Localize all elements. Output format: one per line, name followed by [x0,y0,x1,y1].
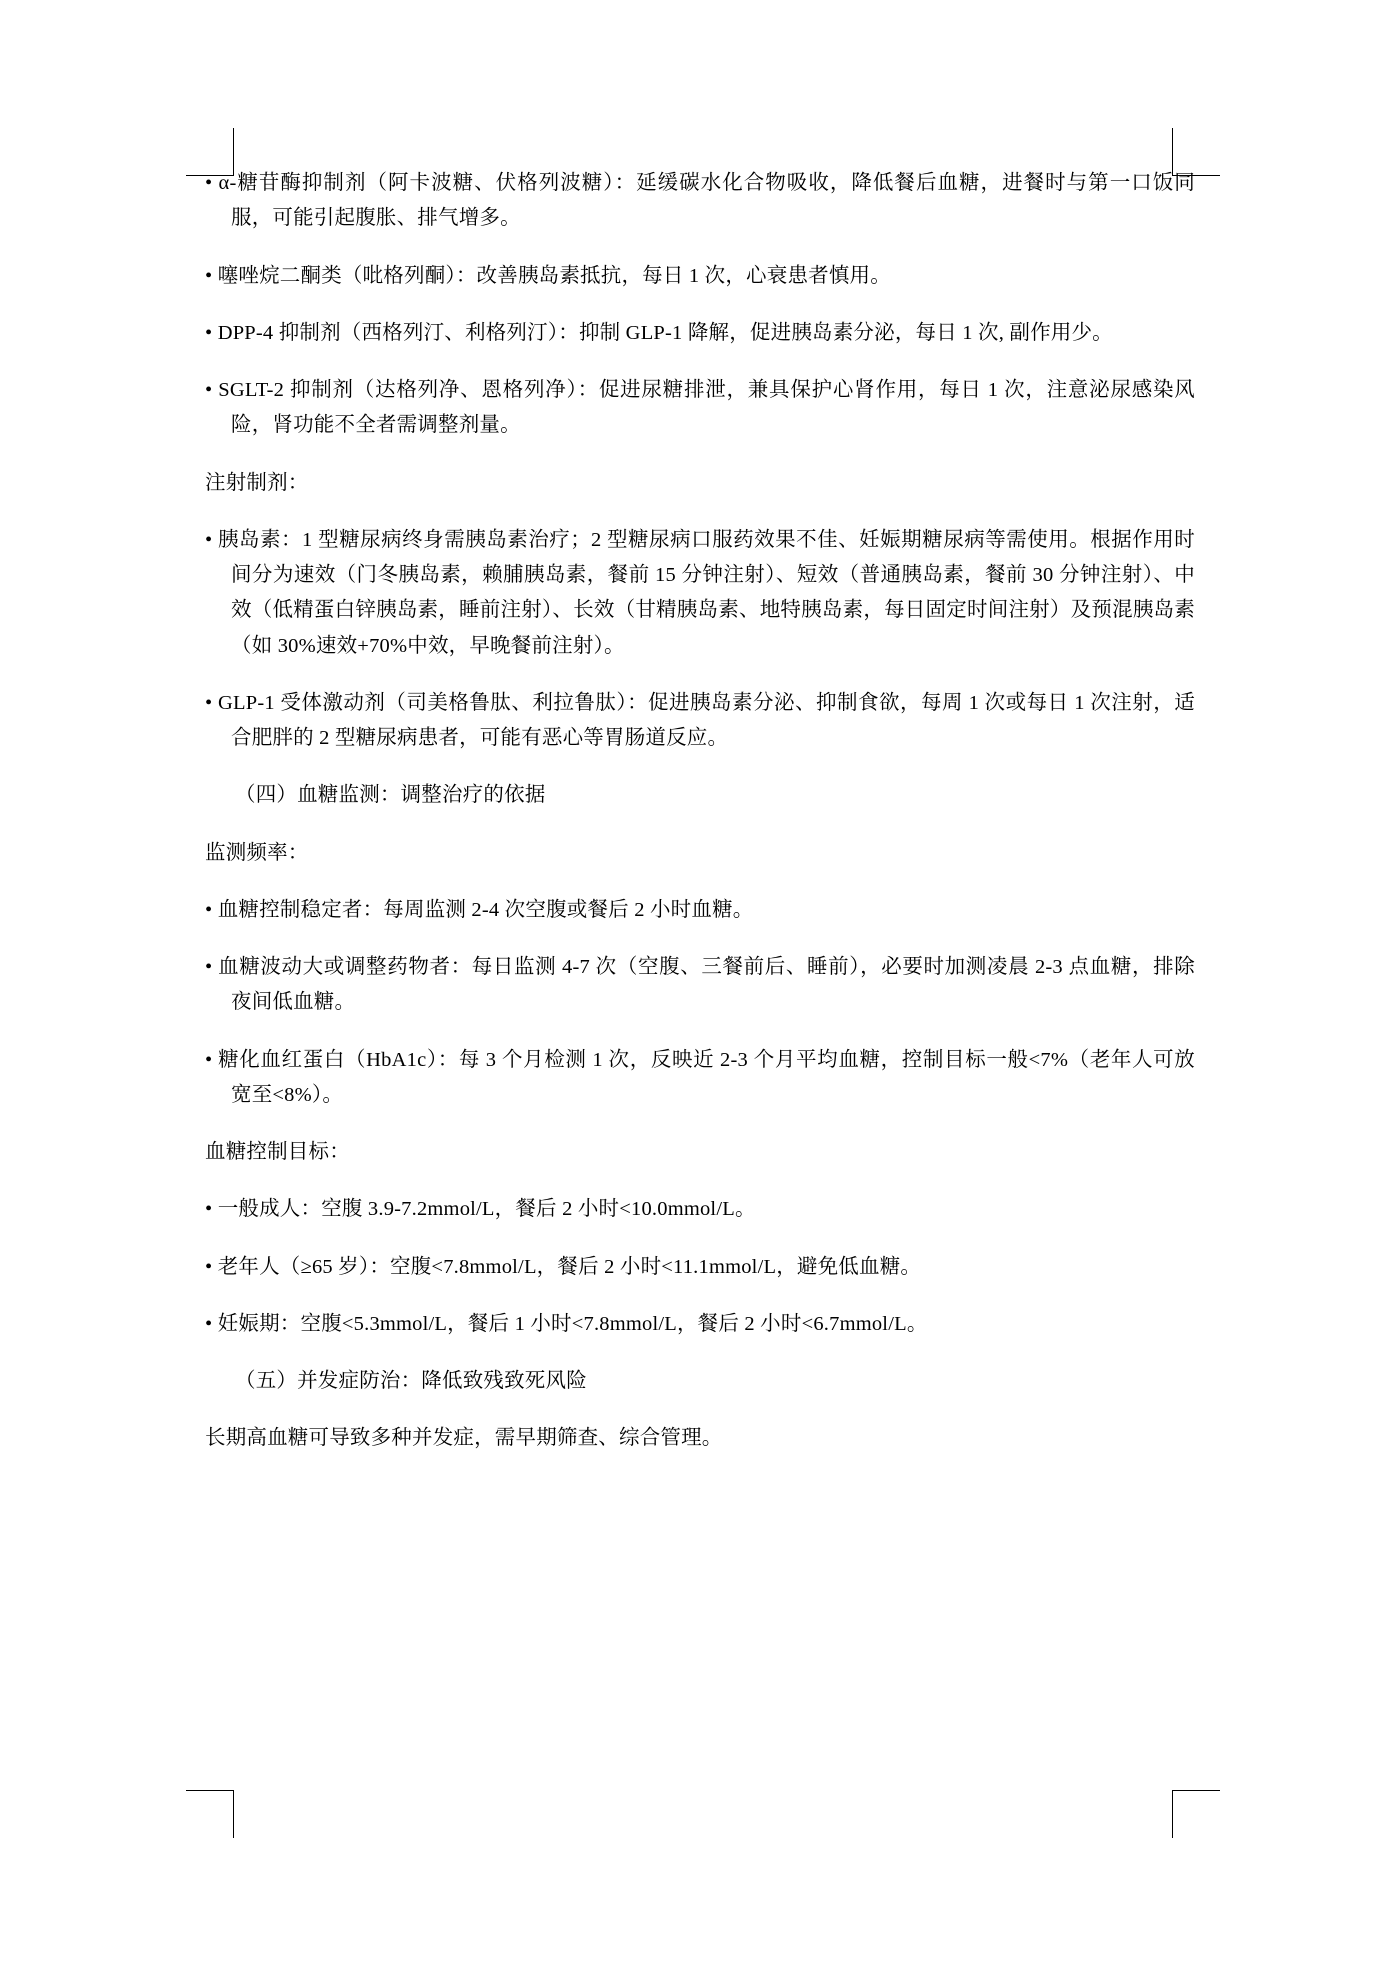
bullet-fluctuating-control: • 血糖波动大或调整药物者：每日监测 4-7 次（空腹、三餐前后、睡前），必要时加测凌晨 2-3 点血糖，排除夜间低血糖。 [205,956,1195,1014]
bullet-dpp4-inhibitor: • DPP-4 抑制剂（西格列汀、利格列汀）：抑制 GLP-1 降解，促进胰岛素分泌，每日 1 次, 副作用少。 [205,321,1113,344]
bullet-stable-control: • 血糖控制稳定者：每周监测 2-4 次空腹或餐后 2 小时血糖。 [205,898,754,921]
crop-mark-bottom-right [1172,1790,1220,1838]
bullet-target-pregnancy: • 妊娠期：空腹<5.3mmol/L，餐后 1 小时<7.8mmol/L，餐后 2 小时<6.7mmol/L。 [205,1312,928,1335]
bullet-thiazolidinedione: • 噻唑烷二酮类（吡格列酮）：改善胰岛素抵抗，每日 1 次，心衰患者慎用。 [205,264,891,287]
document-body [205,166,1195,1479]
bullet-target-elderly: • 老年人（≥65 岁）：空腹<7.8mmol/L，餐后 2 小时<11.1mmol/L，避免低血糖。 [205,1255,922,1278]
bullet-insulin: • 胰岛素：1 型糖尿病终身需胰岛素治疗；2 型糖尿病口服药效果不佳、妊娠期糖尿病等需使用。根据作用时间分为速效（门冬胰岛素，赖脯胰岛素，餐前 15 分钟注射）、短效（普通胰岛素，餐前 30 分钟注射）、中效（低精蛋白锌胰岛素，睡前注射）、长效（甘精胰岛素、地特胰岛素，每日固定时间注射）及预混胰岛素（如 30%速效+70%中效，早晚餐前注射）。 [205,528,1195,657]
bullet-sglt2-inhibitor: • SGLT-2 抑制剂（达格列净、恩格列净）：促进尿糖排泄，兼具保护心肾作用，每日 1 次，注意泌尿感染风险，肾功能不全者需调整剂量。 [205,379,1195,437]
heading-glucose-targets: 血糖控制目标： [205,1141,350,1163]
paragraph-complication-intro: 长期高血糖可导致多种并发症，需早期筛查、综合管理。 [205,1427,723,1450]
section-blood-glucose-monitoring: （四）血糖监测：调整治疗的依据 [235,784,546,807]
bullet-alpha-glucosidase-inhibitor: • α-糖苷酶抑制剂（阿卡波糖、伏格列波糖）：延缓碳水化合物吸收，降低餐后血糖，进餐时与第一口饭同服，可能引起腹胀、排气增多。 [205,172,1195,230]
bullet-hba1c: • 糖化血红蛋白（HbA1c）：每 3 个月检测 1 次，反映近 2-3 个月平均血糖，控制目标一般<7%（老年人可放宽至<8%）。 [205,1048,1195,1106]
heading-injectable-preparations: 注射制剂： [205,471,309,494]
section-complication-prevention: （五）并发症防治：降低致残致死风险 [235,1370,587,1392]
bullet-glp1-agonist: • GLP-1 受体激动剂（司美格鲁肽、利拉鲁肽）：促进胰岛素分泌、抑制食欲，每周 1 次或每日 1 次注射，适合肥胖的 2 型糖尿病患者，可能有恶心等胃肠道反应。 [205,691,1195,749]
crop-mark-bottom-left [186,1790,234,1838]
bullet-target-general-adult: • 一般成人：空腹 3.9-7.2mmol/L，餐后 2 小时<10.0mmol/L。 [205,1198,756,1221]
heading-monitoring-frequency: 监测频率： [205,841,309,864]
